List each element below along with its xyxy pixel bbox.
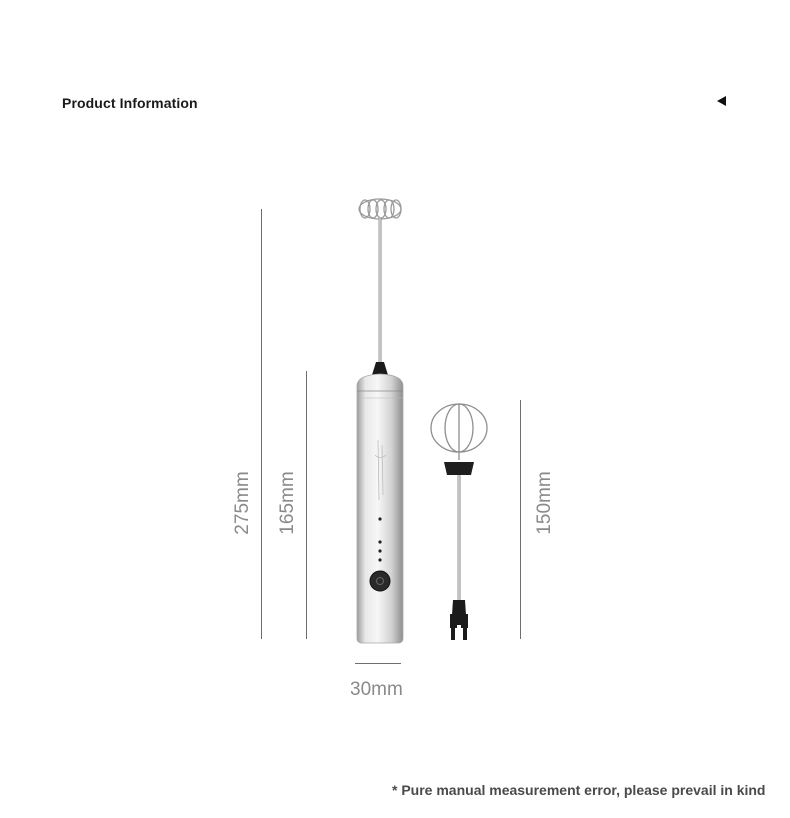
indicator-dot	[378, 517, 381, 520]
frother-rod	[379, 218, 382, 363]
indicator-dot	[378, 549, 381, 552]
whisk-cap	[444, 462, 474, 475]
whisk-connector	[452, 600, 466, 615]
page-title: Product Information	[62, 95, 198, 111]
whisk-length-label: 150mm	[534, 471, 555, 535]
width-label: 30mm	[350, 679, 403, 700]
spiral-whisk-head	[359, 199, 401, 219]
frother-body	[357, 374, 403, 643]
indicator-dot	[378, 558, 381, 561]
frother-cap	[372, 362, 388, 375]
whisk-attachment-icon	[431, 404, 487, 640]
indicator-dot	[378, 540, 381, 543]
balloon-whisk-head	[431, 404, 487, 460]
milk-frother-icon	[357, 199, 403, 643]
measurement-footnote: * Pure manual measurement error, please prevail in kind	[392, 782, 766, 798]
power-button-icon	[370, 571, 390, 591]
body-length-label: 165mm	[277, 471, 298, 535]
whisk-rod	[458, 475, 461, 600]
total-length-label: 275mm	[232, 471, 253, 535]
